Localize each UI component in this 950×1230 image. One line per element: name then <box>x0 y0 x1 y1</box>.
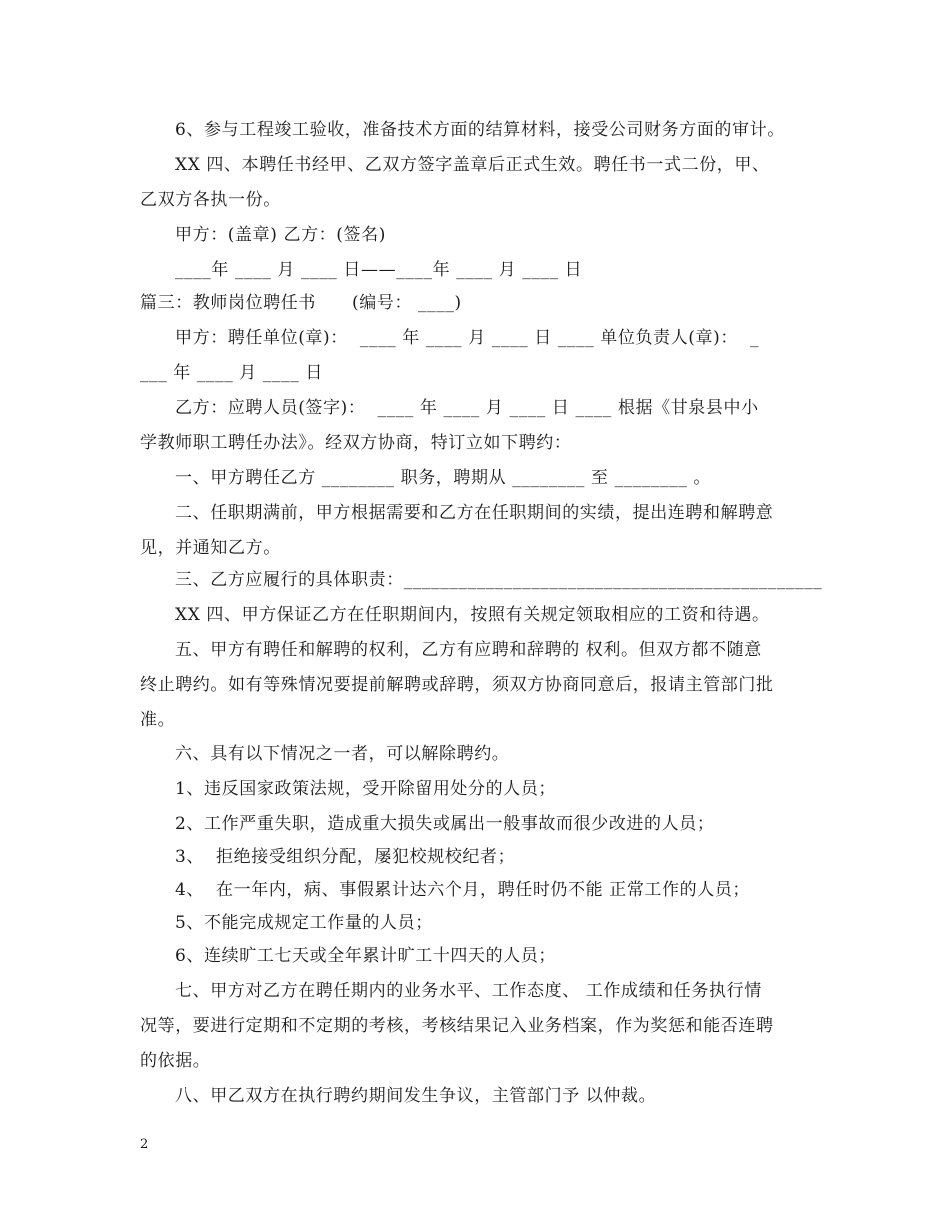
text-line: ____年 ____ 月 ____ 日——____年 ____ 月 ____ 日 <box>175 260 583 280</box>
page-number: 2 <box>140 1137 149 1152</box>
text-line: XX 四、甲方保证乙方在任职期间内，按照有关规定领取相应的工资和待遇。 <box>175 605 770 625</box>
text-line: 况等，要进行定期和不定期的考核，考核结果记入业务档案，作为奖惩和能否连聘 <box>140 1016 774 1036</box>
text-line: 八、甲乙双方在执行聘约期间发生争议，主管部门予 以仲裁。 <box>175 1086 657 1106</box>
text-line: 甲方：(盖章) 乙方：(签名) <box>175 225 386 245</box>
text-line: 七、甲方对乙方在聘任期内的业务水平、工作态度、 工作成绩和任务执行情 <box>175 981 762 1001</box>
text-line: 三、乙方应履行的具体职责：______________________________________________ <box>175 570 823 590</box>
text-line: 6、参与工程竣工验收，准备技术方面的结算材料，接受公司财务方面的审计。 <box>175 120 785 140</box>
text-line: 5、不能完成规定工作量的人员； <box>175 913 433 933</box>
text-line: 一、甲方聘任乙方 ________ 职务，聘期从 ________ 至 ________ 。 <box>175 468 712 488</box>
text-line: 终止聘约。如有等殊情况要提前解聘或辞聘，须双方协商同意后，报请主管部门批 <box>140 675 774 695</box>
text-line: 1、违反国家政策法规，受开除留用处分的人员； <box>175 779 557 799</box>
section-title: 篇三：教师岗位聘任书 (编号： ____) <box>140 293 462 313</box>
text-line: 乙方：应聘人员(签字)： ____ 年 ____ 月 ____ 日 ____ 根据《甘泉县中小 <box>175 398 759 418</box>
text-line: 二、任职期满前，甲方根据需要和乙方在任职期间的实绩，提出连聘和解聘意 <box>175 503 774 523</box>
text-line: 五、甲方有聘任和解聘的权利，乙方有应聘和辞聘的 权利。但双方都不随意 <box>175 640 762 660</box>
text-line: 乙双方各执一份。 <box>140 190 281 210</box>
text-line: 的依据。 <box>140 1051 211 1071</box>
text-line: 学教师职工聘任办法》。经双方协商，特订立如下聘约： <box>140 433 572 453</box>
text-line: 3、 拒绝接受组织分配，屡犯校规校纪者； <box>175 847 516 867</box>
text-line: 6、连续旷工七天或全年累计旷工十四天的人员； <box>175 946 557 966</box>
text-line: ___ 年 ____ 月 ____ 日 <box>140 363 323 383</box>
text-line: 甲方：聘任单位(章)： ____ 年 ____ 月 ____ 日 ____ 单位负责人(章)： _ <box>175 328 760 348</box>
text-line: 2、工作严重失职，造成重大损失或属出一般事故而很少改进的人员； <box>175 814 715 834</box>
text-line: 4、 在一年内，病、事假累计达六个月，聘任时仍不能 正常工作的人员； <box>175 880 751 900</box>
text-line: XX 四、本聘任书经甲、乙双方签字盖章后正式生效。聘任书一式二份，甲、 <box>175 155 770 175</box>
text-line: 六、具有以下情况之一者，可以解除聘约。 <box>175 744 510 764</box>
text-line: 准。 <box>140 710 176 730</box>
text-line: 见，并通知乙方。 <box>140 538 281 558</box>
